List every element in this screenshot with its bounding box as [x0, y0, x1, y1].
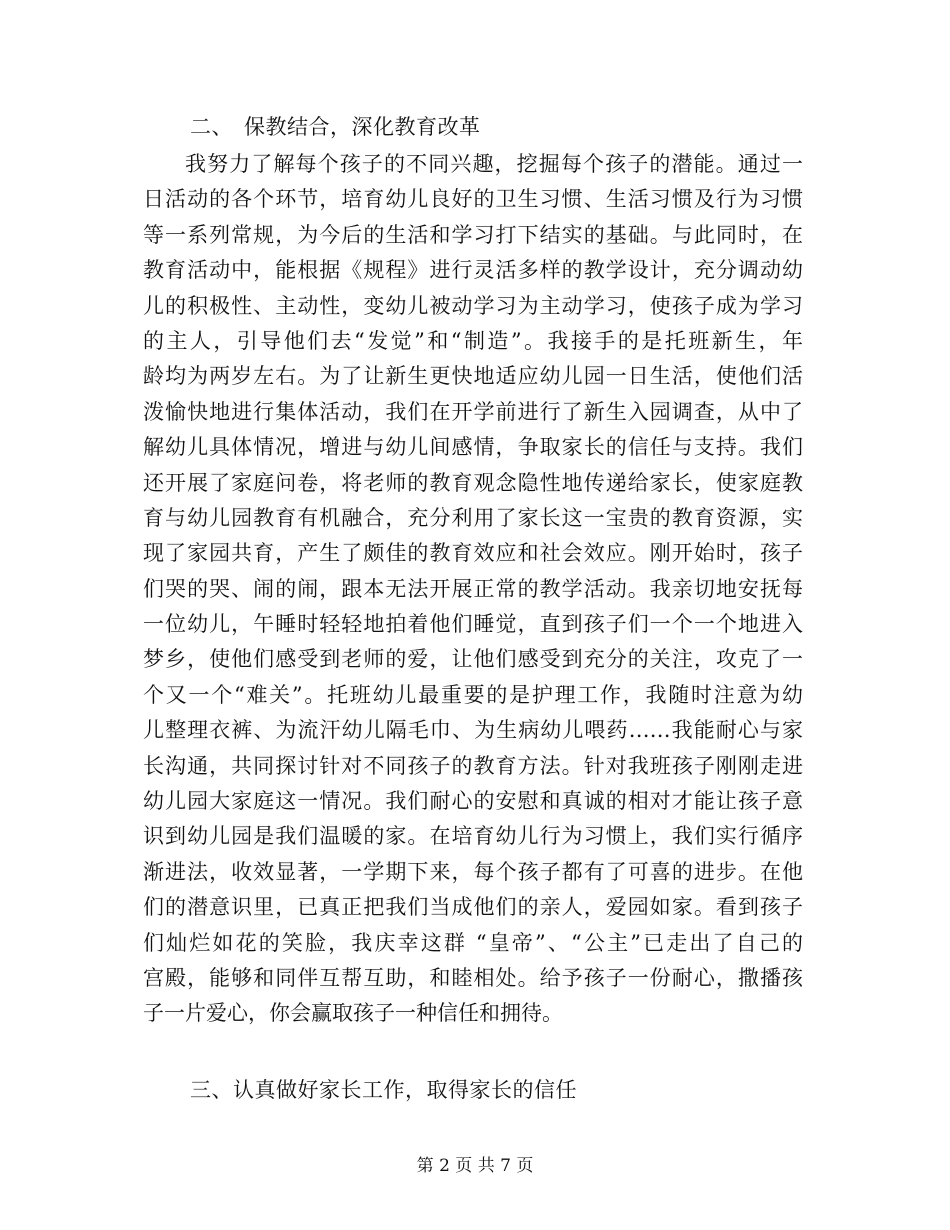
section-heading-2: 二、 保教结合，深化教育改革: [190, 115, 481, 139]
paragraph-line: 宫殿，能够和同伴互帮互助，和睦相处。给予孩子一份耐心，撒播孩: [143, 965, 803, 990]
paragraph-line: 梦乡，使他们感受到老师的爱，让他们感受到充分的关注，攻克了一: [143, 647, 803, 672]
paragraph-line: 幼儿园大家庭这一情况。我们耐心的安慰和真诚的相对才能让孩子意: [143, 789, 803, 814]
paragraph-line: 等一系列常规，为今后的生活和学习打下结实的基础。与此同时，在: [143, 222, 803, 247]
paragraph-line: 的主人，引导他们去“发觉”和“制造”。我接手的是托班新生，年: [143, 328, 803, 353]
body-paragraph: [143, 147, 803, 1032]
paragraph-line: 们的潜意识里，已真正把我们当成他们的亲人，爱园如家。看到孩子: [143, 895, 803, 920]
paragraph-line: 们灿烂如花的笑脸，我庆幸这群 “皇帝”、“公主”已走出了自己的: [143, 930, 803, 955]
paragraph-line: 个又一个“难关”。托班幼儿最重要的是护理工作，我随时注意为幼: [143, 682, 803, 707]
paragraph-line: 识到幼儿园是我们温暖的家。在培育幼儿行为习惯上，我们实行循序: [143, 824, 803, 849]
paragraph-line: 泼愉快地进行集体活动，我们在开学前进行了新生入园调查，从中了: [143, 399, 803, 424]
paragraph-line: 子一片爱心，你会赢取孩子一种信任和拥待。: [143, 1001, 563, 1026]
paragraph-line: 儿整理衣裤、为流汗幼儿隔毛巾、为生病幼儿喂药……我能耐心与家: [143, 718, 803, 743]
section-heading-3: 三、认真做好家长工作，取得家长的信任: [190, 1078, 577, 1102]
paragraph-line: 解幼儿具体情况，增进与幼儿间感情，争取家长的信任与支持。我们: [143, 435, 803, 460]
paragraph-line: 长沟通，共同探讨针对不同孩子的教育方法。针对我班孩子刚刚走进: [143, 753, 803, 778]
paragraph-line: 渐进法，收效显著，一学期下来，每个孩子都有了可喜的进步。在他: [143, 859, 803, 884]
paragraph-line: 教育活动中，能根据《规程》进行灵活多样的教学设计，充分调动幼: [143, 258, 803, 283]
paragraph-line: 我努力了解每个孩子的不同兴趣，挖掘每个孩子的潜能。通过一: [185, 152, 803, 176]
page-footer: 第 2 页 共 7 页: [416, 1156, 534, 1176]
paragraph-line: 一位幼儿，午睡时轻轻地拍着他们睡觉，直到孩子们一个一个地进入: [143, 612, 803, 637]
paragraph-line: 育与幼儿园教育有机融合，充分利用了家长这一宝贵的教育资源，实: [143, 505, 803, 530]
paragraph-line: 现了家园共育，产生了颇佳的教育效应和社会效应。刚开始时，孩子: [143, 541, 803, 566]
paragraph-line: 还开展了家庭问卷，将老师的教育观念隐性地传递给家长，使家庭教: [143, 470, 803, 495]
paragraph-line: 日活动的各个环节，培育幼儿良好的卫生习惯、生活习惯及行为习惯: [143, 187, 803, 212]
paragraph-line: 们哭的哭、闹的闹，跟本无法开展正常的教学活动。我亲切地安抚每: [143, 576, 803, 601]
paragraph-line: 龄均为两岁左右。为了让新生更快地适应幼儿园一日生活，使他们活: [143, 364, 803, 389]
paragraph-line: 儿的积极性、主动性，变幼儿被动学习为主动学习，使孩子成为学习: [143, 293, 803, 318]
